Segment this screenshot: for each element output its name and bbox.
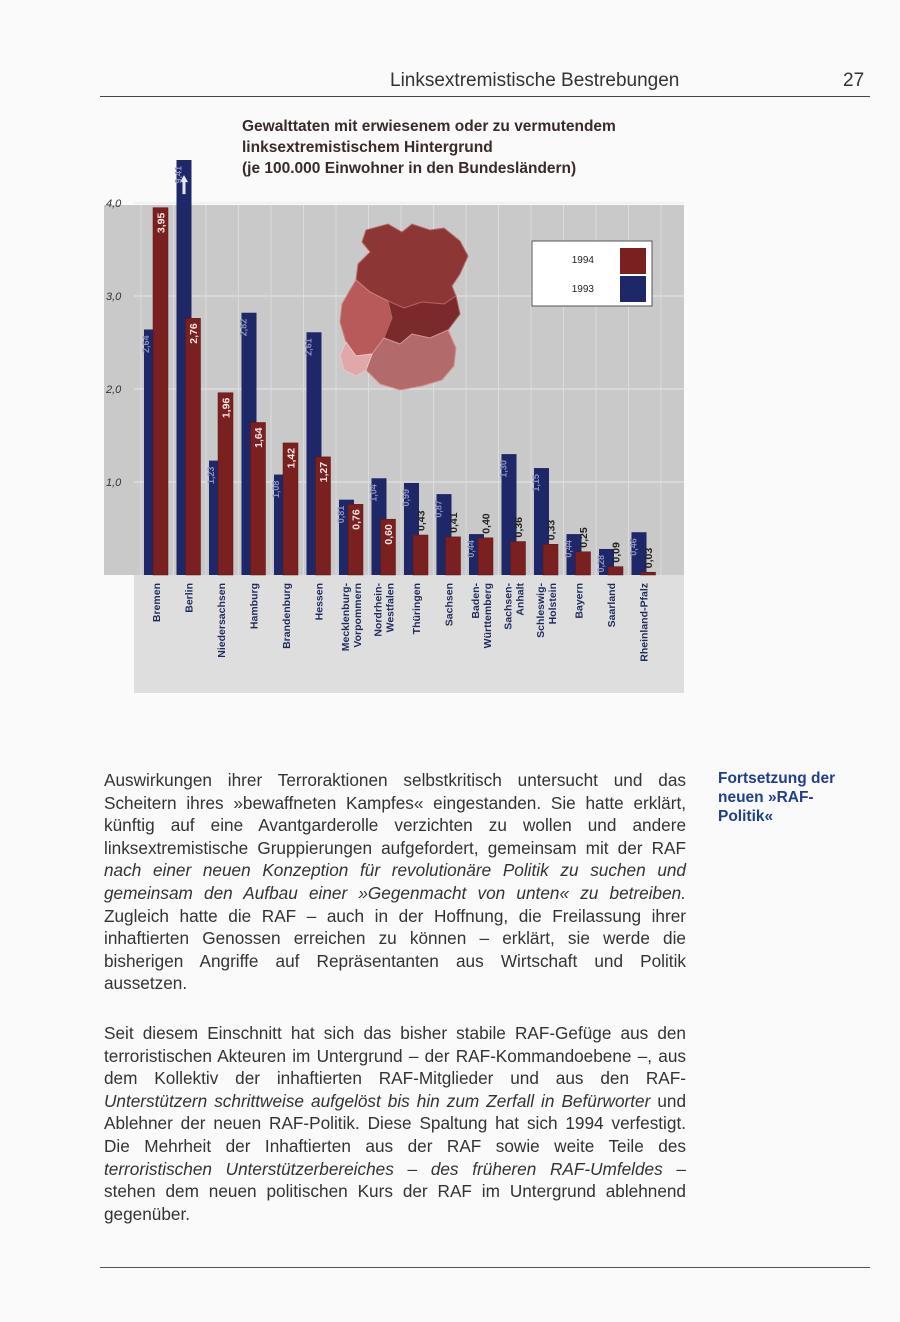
text-run: und Ablehner der neuen RAF-Politik. Diese Spaltung hat sich 1994 verfestigt. Die Mehrheit der Inhaftierten aus der RAF sowie weite Teile des [104, 1090, 687, 1156]
value-label-1993: 1,30 [498, 460, 509, 478]
category-label: Niedersachsen [216, 583, 228, 658]
legend-label-1993: 1993 [571, 284, 594, 295]
value-label-1994: 0,33 [545, 519, 558, 541]
value-label-1994: 0,60 [383, 524, 395, 545]
category-label: Anhalt [514, 583, 527, 616]
bar-1994 [576, 552, 591, 575]
page-number: 27 [843, 70, 865, 91]
bar-1994 [478, 538, 493, 575]
value-label-1994: 0,36 [513, 517, 525, 538]
category-label: Berlin [183, 583, 196, 613]
bar-1994 [153, 208, 168, 575]
category-label: Holstein [547, 583, 559, 625]
margin-note: Fortsetzung der neuen »RAF-Politik« [718, 770, 836, 825]
bar-1994 [543, 544, 558, 575]
category-label: Bremen [151, 583, 163, 623]
category-label: Bayern [573, 583, 586, 619]
y-tick-label: 3,0 [106, 291, 122, 303]
value-label-1993: 0,81 [336, 505, 346, 524]
category-label: Vorpommern [352, 583, 364, 648]
chart-title-line-3: (je 100.000 Einwohner in den Bundesländern) [242, 160, 577, 177]
value-label-1994: 1,27 [318, 461, 330, 483]
value-label-1993: 0,99 [401, 488, 411, 507]
bar-1994 [218, 393, 233, 575]
running-title: Linksextremistische Bestrebungen [390, 70, 680, 91]
body-paragraph-2 [104, 1022, 686, 1225]
text-run: Zugleich hatte die RAF – auch in der Hoffnung, die Freilassung ihrer inhaftierten Genossen erreichen zu können – erklärt, sie werde die bisherigen Angriffe auf Repräsentanten aus Wirtschaft und Politik aussetzen. [104, 905, 686, 994]
chart-title-line-2: linksextremistischem Hintergrund [242, 139, 493, 156]
chart-legend [532, 241, 652, 306]
y-tick-label: 2,0 [106, 384, 122, 396]
value-label-1994: 1,64 [253, 427, 265, 448]
value-label-1993: 0,87 [433, 500, 444, 518]
text-run: terroristischen Unterstützerbereiches – des früheren RAF-Umfeldes – [104, 1158, 686, 1179]
legend-swatch-1993 [620, 276, 646, 302]
header-rule [100, 96, 870, 97]
footer-rule [100, 1267, 870, 1268]
bar-1994 [413, 535, 428, 575]
value-label-1993: 0,44 [563, 540, 574, 558]
category-label: Mecklenburg- [340, 583, 352, 652]
text-run: Unterstützern schrittweise aufgelöst bis hin zum Zerfall in Befürworter [104, 1090, 651, 1111]
value-label-1994: 1,42 [285, 447, 298, 469]
category-label: Hessen [313, 583, 326, 621]
y-tick-label: 4,0 [106, 198, 122, 210]
body-paragraph-1 [104, 769, 686, 995]
value-label-1993: 1,04 [368, 484, 379, 502]
value-label-1994: 0,09 [610, 542, 623, 563]
legend-label-1994: 1994 [571, 255, 594, 266]
value-label-1993: 1,08 [271, 480, 281, 499]
text-run: Auswirkungen ihrer Terroraktionen selbstkritisch untersucht und das Scheitern ihres »bewaffneten Kampfes« eingestanden. Sie hatte erklärt, künftig auf eine Avantgarderolle verzichten zu wollen und andere linksextremistische Gruppierungen aufgefordert, gemeinsam mit der RAF [104, 770, 686, 858]
value-label-1994: 0,25 [578, 527, 590, 548]
category-label: Hamburg [248, 583, 261, 630]
bar-1994 [186, 318, 201, 575]
value-label-1994: 0,40 [480, 513, 493, 534]
value-label-1994: 0,76 [350, 509, 363, 530]
category-label: Baden- [470, 583, 482, 619]
value-label-1993: 9,41 [173, 166, 184, 184]
bar-chart-figure [104, 108, 684, 698]
text-run: stehen dem neuen politischen Kurs der RAF im Untergrund ablehnend gegenüber. [104, 1181, 686, 1224]
chart-title-line-1: Gewalttaten mit erwiesenem oder zu vermutendem [242, 118, 616, 135]
bar-1994 [446, 537, 461, 575]
value-label-1993: 2,64 [141, 335, 151, 354]
category-label: Schleswig- [535, 583, 547, 638]
bar-1994 [511, 542, 526, 575]
category-label: Nordrhein- [372, 583, 385, 637]
value-label-1993: 1,15 [531, 474, 541, 492]
y-tick-label: 1,0 [106, 477, 122, 489]
value-label-1994: 0,03 [643, 547, 655, 569]
value-label-1993: 1,23 [206, 466, 216, 485]
category-label: Westfalen [384, 583, 397, 633]
category-label: Sachsen- [502, 583, 515, 630]
category-label: Thüringen [411, 583, 423, 635]
category-label: Sachsen [443, 583, 456, 627]
value-label-1993: 0,44 [466, 540, 476, 558]
value-label-1994: 2,76 [188, 323, 200, 344]
value-label-1994: 0,43 [415, 510, 428, 532]
bar-chart [104, 108, 684, 698]
chart-title [242, 116, 616, 179]
value-label-1993: 2,82 [238, 318, 249, 337]
value-label-1993: 0,28 [596, 554, 606, 573]
text-run: Seit diesem Einschnitt hat sich das bisher stabile RAF-Gefüge aus den terroristischen Akteuren im Untergrund – der RAF-Kommandoebene –, aus dem Kollektiv der inhaftierten RAF-Mitglieder und aus den RAF- [104, 1023, 686, 1089]
text-run: nach einer neuen Konzeption für revolutionäre Politik zu suchen und gemeinsam den Aufbau einer »Gegenmacht von unten« zu betreiben. [104, 860, 686, 903]
value-label-1993: 0,46 [628, 538, 639, 556]
category-label: Rheinland-Pfalz [638, 583, 651, 662]
category-label: Württemberg [482, 583, 494, 649]
value-label-1993: 2,61 [303, 338, 314, 356]
category-label: Brandenburg [281, 583, 293, 649]
value-label-1994: 3,95 [155, 212, 168, 234]
bar-1994 [641, 572, 656, 575]
bar-1994 [608, 567, 623, 575]
legend-swatch-1994 [620, 248, 646, 274]
category-label: Saarland [606, 583, 618, 628]
value-label-1994: 0,41 [448, 512, 460, 533]
value-label-1994: 1,96 [220, 397, 233, 419]
